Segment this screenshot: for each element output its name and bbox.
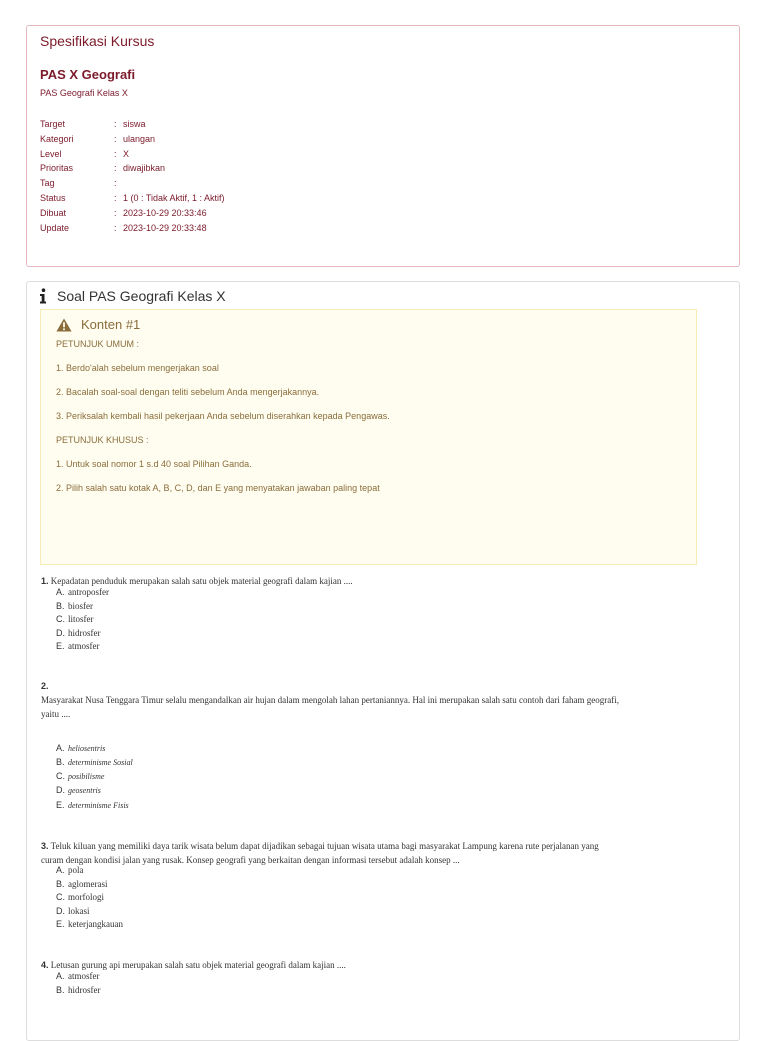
spec-row-status: Status : 1 (0 : Tidak Aktif, 1 : Aktif) — [40, 192, 225, 203]
spec-row-tag: Tag : — [40, 178, 117, 189]
option[interactable]: E. atmosfer — [56, 641, 100, 651]
spec-row-target: Target : siswa — [40, 119, 146, 129]
option[interactable]: D. hidrosfer — [56, 628, 101, 638]
option[interactable]: D. lokasi — [56, 906, 90, 916]
spec-row-level: Level : X — [40, 148, 130, 159]
option[interactable]: C. morfologi — [56, 892, 104, 902]
spec-row-dibuat: Dibuat : 2023-10-29 20:33:46 — [40, 207, 207, 218]
spec-heading: Spesifikasi Kursus — [40, 33, 155, 49]
exam-content-card — [26, 281, 740, 1041]
question-1: 1. Kepadatan penduduk merupakan salah satu objek material geografi dalam kajian .... A. antroposfer B. biosfer C. litosfer D. hidrosfer E. atmosfer — [41, 576, 353, 651]
option[interactable]: B. biosfer — [56, 601, 93, 611]
option[interactable]: E. determinisme Fisis — [56, 800, 129, 810]
option[interactable]: B. hidrosfer — [56, 985, 101, 995]
notice-line: PETUNJUK UMUM : — [56, 339, 139, 349]
spec-row-prioritas: Prioritas : diwajibkan — [40, 163, 166, 174]
spec-row-update: Update : 2023-10-29 20:33:48 — [40, 222, 207, 233]
notice-line: 1. Untuk soal nomor 1 s.d 40 soal Pilihan Ganda. — [56, 459, 252, 469]
option[interactable]: E. keterjangkauan — [56, 919, 123, 929]
question-4: 4. Letusan gurung api merupakan salah satu objek material geografi dalam kajian .... A. atmosfer B. hidrosfer — [41, 960, 346, 995]
course-subtitle: PAS Geografi Kelas X — [40, 88, 128, 98]
option[interactable]: C. litosfer — [56, 614, 94, 624]
option[interactable]: A. pola — [56, 865, 84, 875]
question-3: 3. Teluk kiluan yang memiliki daya tarik wisata belum dapat dijadikan sebagai tujuan wisata utama bagi masyarakat Lampung karena rute perjalanan yang curam dengan kondisi jalan yang rusak. Konsep geografi yang berkaitan dengan informasi tersebut adalah konsep ... A. pola B. aglomerasi C. morfologi D. lokasi E. keterjangkauan — [41, 841, 599, 929]
notice-line: 3. Periksalah kembali hasil pekerjaan Anda sebelum diserahkan kepada Pengawas. — [56, 411, 390, 421]
course-title: PAS X Geografi — [40, 67, 136, 82]
instructions-notice — [40, 309, 697, 565]
option[interactable]: D. geosentris — [56, 785, 101, 795]
notice-title: Konten #1 — [81, 317, 141, 332]
question-2: 2. Masyarakat Nusa Tenggara Timur selalu mengandalkan air hujan dalam mengolah lahan pertaniannya. Hal ini merupakan salah satu contoh dari faham geografi, yaitu .... A. heliosentris B. determinisme Sosial C. posibilisme D. geosentris E. determinisme Fisis — [41, 681, 620, 810]
option[interactable]: A. antroposfer — [56, 587, 109, 597]
option[interactable]: A. heliosentris — [56, 743, 106, 753]
option[interactable]: B. aglomerasi — [56, 879, 108, 889]
notice-line: PETUNJUK KHUSUS : — [56, 435, 149, 445]
option[interactable]: C. posibilisme — [56, 771, 105, 781]
course-spec-card — [26, 25, 740, 267]
spec-table — [40, 117, 225, 235]
section-title: Soal PAS Geografi Kelas X — [57, 288, 226, 304]
notice-line: 2. Pilih salah satu kotak A, B, C, D, dan E yang menyatakan jawaban paling tepat — [56, 483, 380, 493]
option[interactable]: A. atmosfer — [56, 971, 100, 981]
option[interactable]: B. determinisme Sosial — [56, 757, 133, 767]
warning-icon — [56, 318, 72, 332]
info-icon — [39, 288, 47, 304]
spec-row-kategori: Kategori : ulangan — [40, 133, 156, 144]
notice-line: 1. Berdo'alah sebelum mengerjakan soal — [56, 363, 219, 373]
notice-line: 2. Bacalah soal-soal dengan teliti sebelum Anda mengerjakannya. — [56, 387, 320, 397]
